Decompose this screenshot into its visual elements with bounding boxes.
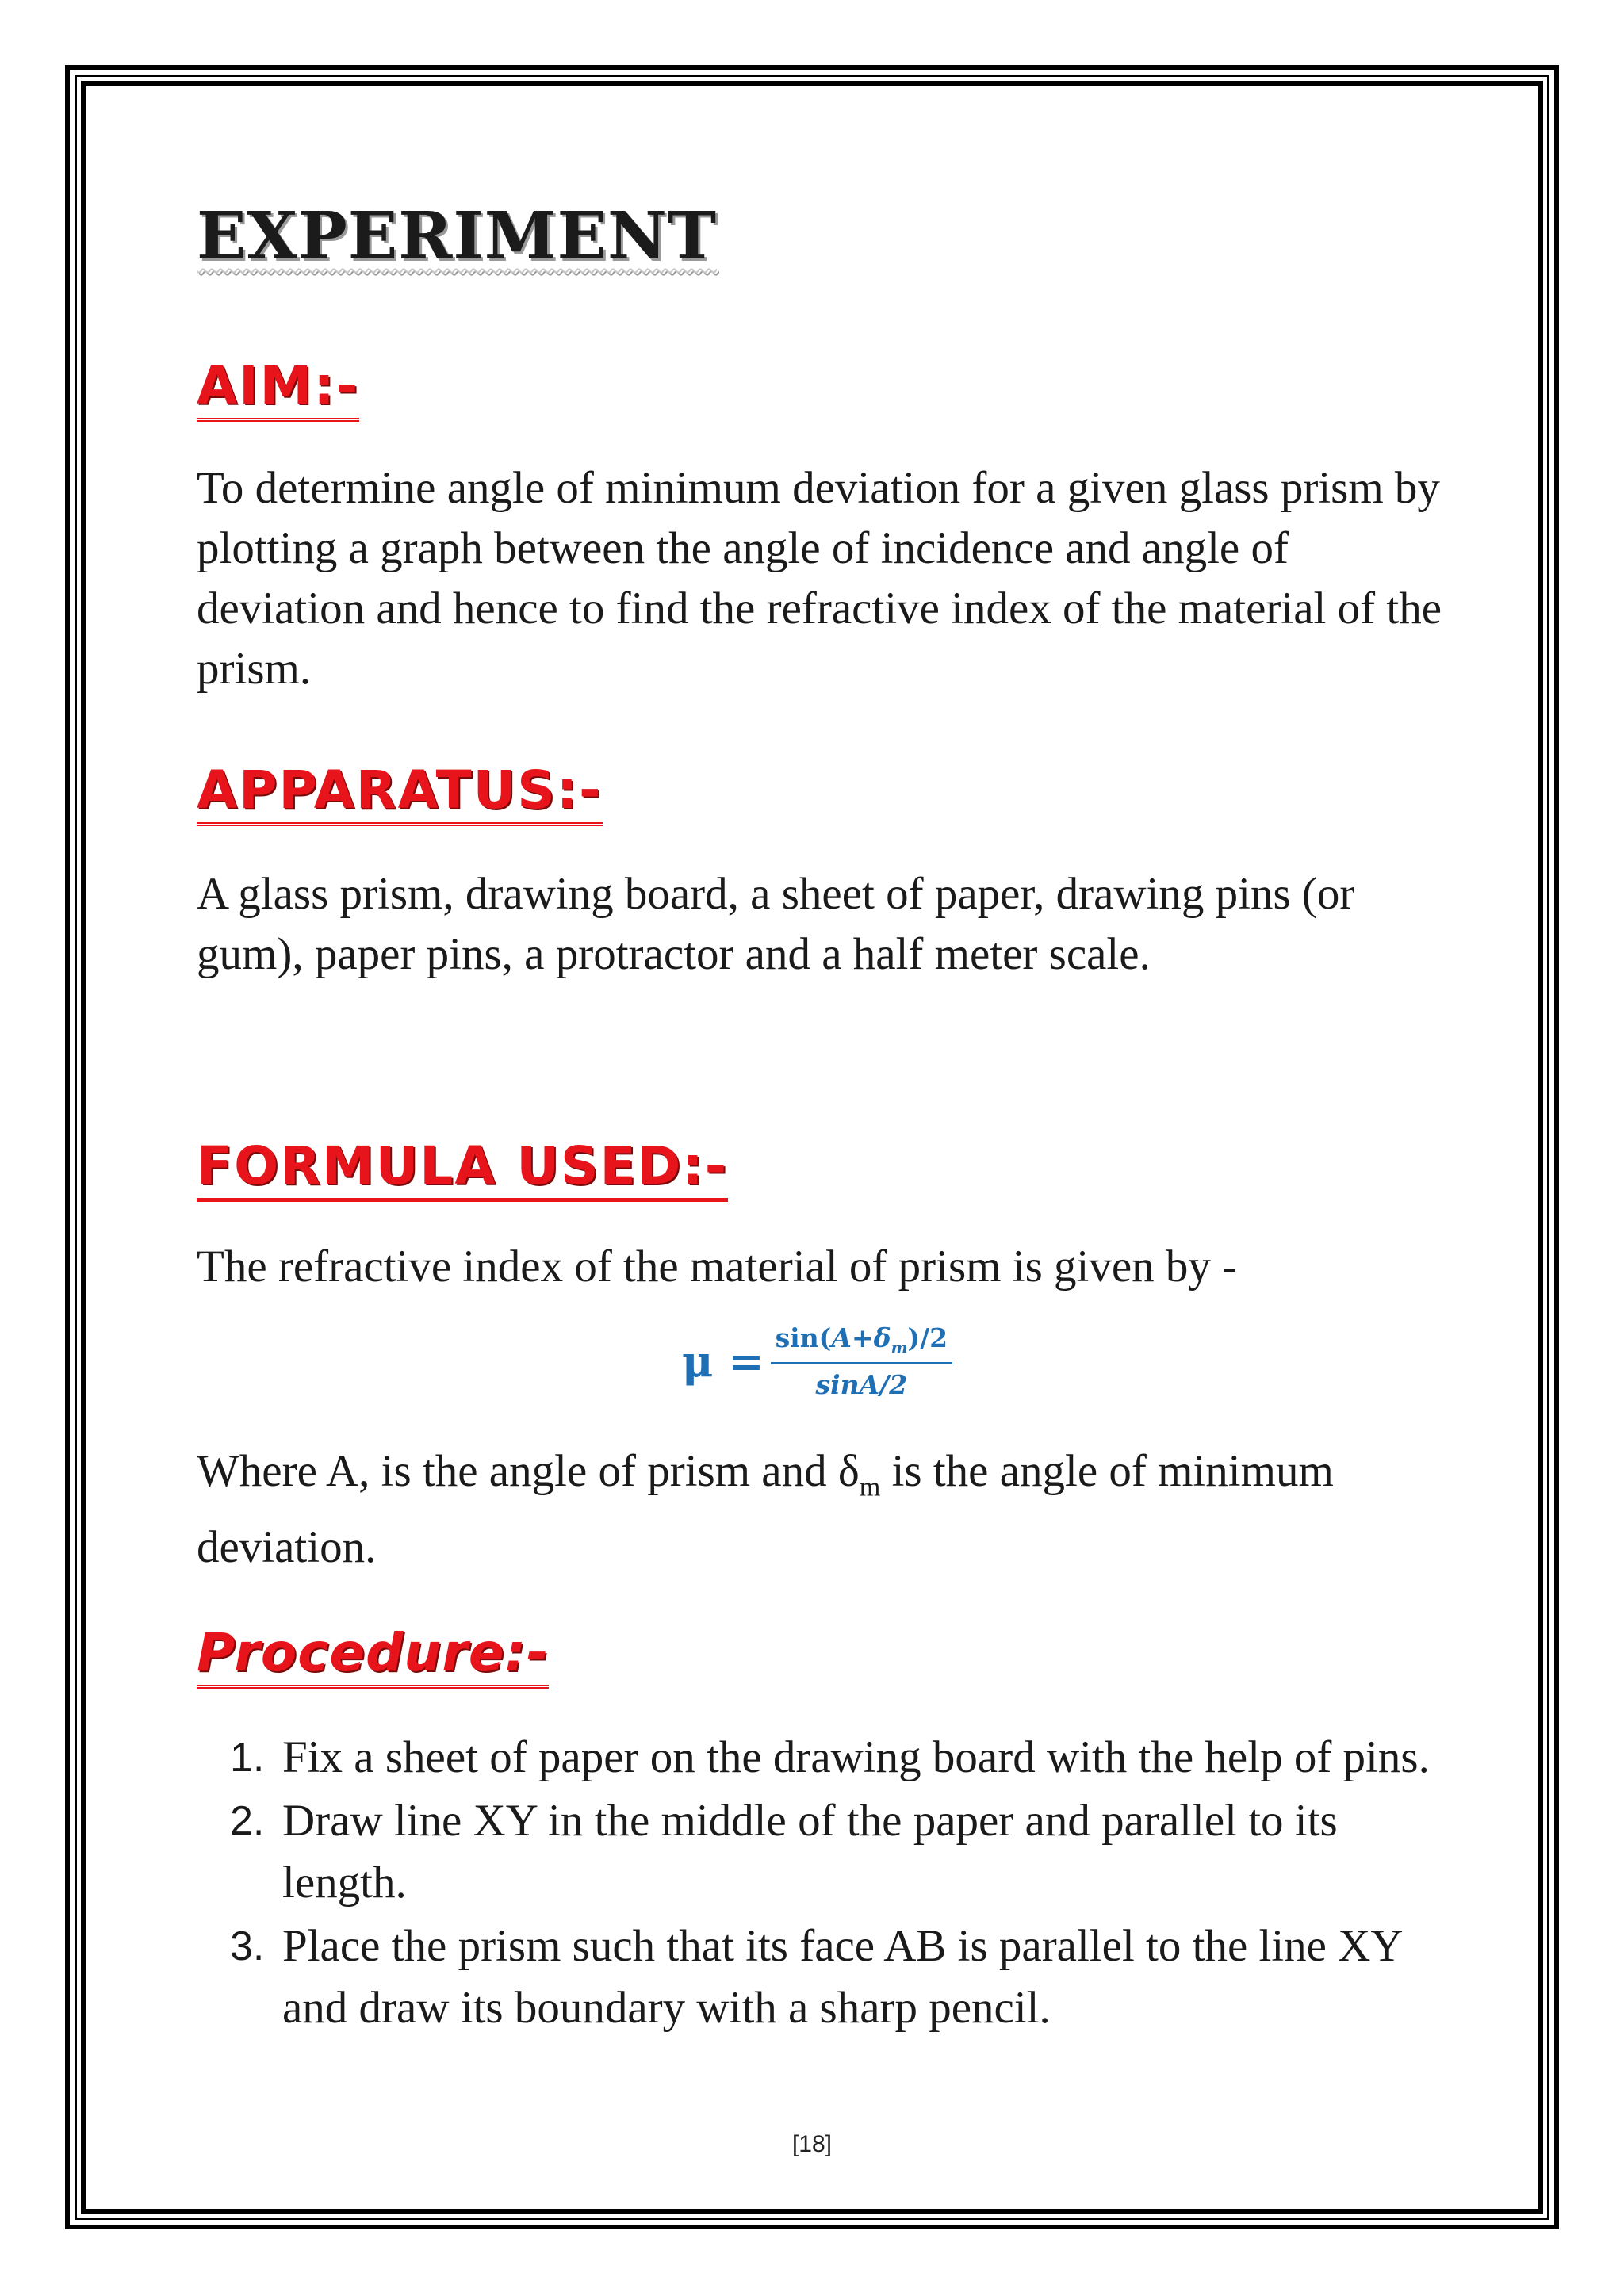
- formula-numerator: [771, 1322, 953, 1364]
- step-number: 3.: [230, 1923, 265, 1969]
- where-text-part-2: is the angle of minimum deviation.: [197, 1446, 1334, 1573]
- apparatus-text: A glass prism, drawing board, a sheet of paper, drawing pins (or gum), paper pins, a protractor and a half meter scale.: [197, 869, 1355, 979]
- formula-where-text: [197, 1441, 1450, 1578]
- formula-heading: FORMULA USED:-: [197, 1138, 728, 1202]
- numerator-var: A+δ: [831, 1322, 891, 1353]
- apparatus-heading: APPARATUS:-: [197, 763, 603, 826]
- step-text: Place the prism such that its face AB is parallel to the line XY and draw its boundary with a sharp pencil.: [282, 1921, 1402, 2033]
- step-text: Draw line XY in the middle of the paper and parallel to its length.: [282, 1796, 1338, 1908]
- formula-intro: The refractive index of the material of prism is given by -: [197, 1242, 1238, 1292]
- refractive-index-formula: [682, 1322, 952, 1400]
- formula-lhs: μ =: [682, 1335, 764, 1387]
- page-title: EXPERIMENT: [197, 198, 718, 274]
- aim-heading: AIM:-: [197, 358, 359, 422]
- step-text: Fix a sheet of paper on the drawing board with the help of pins.: [282, 1732, 1430, 1782]
- numerator-prefix: sin(: [775, 1322, 832, 1353]
- procedure-step: [230, 1727, 1435, 1789]
- formula-fraction: [771, 1322, 953, 1400]
- procedure-step: [230, 1790, 1435, 1914]
- page-number: [18]: [791, 2131, 833, 2157]
- formula-denominator: sinA/2: [815, 1368, 908, 1400]
- procedure-heading: Procedure:-: [197, 1625, 549, 1689]
- numerator-suffix: )/2: [907, 1322, 948, 1353]
- procedure-steps: [230, 1727, 1435, 2041]
- where-text-part-1: Where A, is the angle of prism and δ: [197, 1446, 860, 1496]
- where-subscript: m: [859, 1472, 881, 1502]
- step-number: 1.: [230, 1735, 265, 1781]
- aim-text: To determine angle of minimum deviation for a given glass prism by plotting a graph between the angle of incidence and angle of deviation and hence to find the refractive index of the material of the prism.: [197, 463, 1442, 694]
- step-number: 2.: [230, 1798, 265, 1844]
- numerator-sub: m: [891, 1337, 908, 1357]
- procedure-step: [230, 1915, 1435, 2039]
